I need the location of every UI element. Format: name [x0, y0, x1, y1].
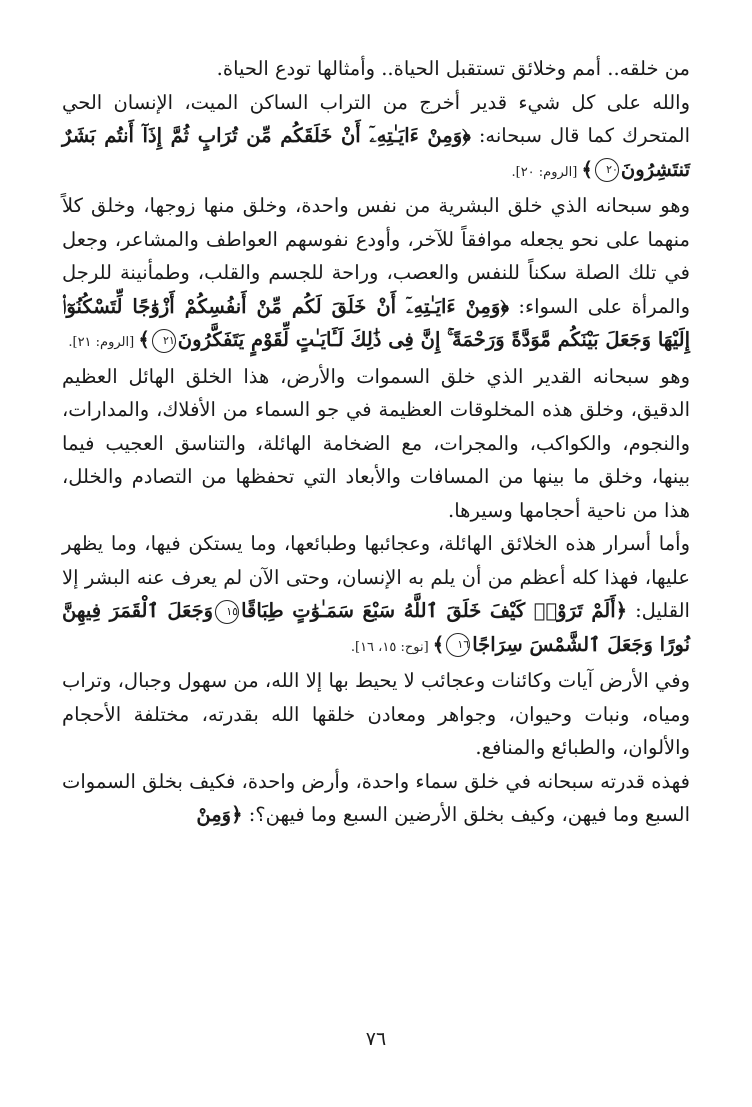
page-body: [62, 52, 690, 832]
quran-verse: وَجَعَلَ ٱلْقَمَرَ فِيهِنَّ نُورًا وَجَعَلَ ٱلشَّمْسَ سِرَاجًا: [62, 599, 690, 656]
body-text: والله على كل شيء قدير أخرج من التراب الساكن الميت، الإنسان الحي المتحرك كما قال سبحانه:: [62, 90, 690, 147]
verse-citation: [الروم: ٢٠].: [511, 164, 582, 180]
verse-number-marker: ٢٠: [595, 158, 619, 182]
verse-number-marker: ١٥: [215, 600, 239, 624]
verse-citation: [الروم: ٢١].: [68, 335, 139, 350]
page-number: ٧٦: [365, 1028, 387, 1050]
quran-verse: وَمِنْ ءَايَـٰتِهِۦٓ أَنْ خَلَقَكُم مِّن تُرَابٍ ثُمَّ إِذَآ أَنتُم بَشَرٌ تَنتَشِرُونَ: [62, 124, 690, 181]
quran-verse: وَمِنْ ءَايَـٰتِهِۦٓ أَنْ خَلَقَ لَكُم مِّنْ أَنفُسِكُمْ أَزْوَٰجًا لِّتَسْكُنُوٓا۟ إِلَيْهَا وَجَعَلَ بَيْنَكُم مَّوَدَّةً وَرَحْمَةً ۚ إِنَّ فِى ذَٰلِكَ لَـَٔايَـٰتٍ لِّقَوْمٍ يَتَفَكَّرُونَ: [62, 294, 690, 351]
paragraph: [62, 189, 690, 360]
paragraph: [62, 52, 690, 86]
body-text: من خلقه.. أمم وخلائق تستقبل الحياة.. وأمثالها تودع الحياة.: [216, 57, 690, 80]
verse-number-marker: ١٦: [446, 633, 470, 657]
body-text: فهذه قدرته سبحانه في خلق سماء واحدة، وأرض واحدة، فكيف بخلق السموات السبع وما فيهن، وكيف بخلق الأرضين السبع وما فيهن؟:: [62, 769, 690, 826]
quran-verse: وَمِنْ: [196, 803, 232, 826]
body-text: وهو سبحانه الذي خلق البشرية من نفس واحدة، وخلق منها زوجها، وخلق كلاً منهما على نحو يجعله موافقاً للآخر، وأودع نفوسهم العواطف والمشاعر، وجعل في تلك الصلة سكناً للنفس والعصب، وراحة للجسم والقلب، وطمأنينة للرجل والمرأة على السواء:: [62, 194, 690, 318]
paragraph: [62, 527, 690, 664]
ornate-bracket: ﴿: [500, 294, 509, 318]
quran-verse: أَلَمْ تَرَوْا۟ كَيْفَ خَلَقَ ٱللَّهُ سَبْعَ سَمَـٰوَٰتٍ طِبَاقًا: [241, 599, 616, 622]
ornate-bracket: ﴾: [138, 328, 150, 351]
ornate-bracket: ﴿: [615, 599, 628, 622]
paragraph: [62, 765, 690, 832]
body-text: وأما أسرار هذه الخلائق الهائلة، وعجائبها وطبائعها، وما يستكن فيها، وما يظهر عليها، فهذا كله أعظم من أن يلم به الإنسان، وحتى الآن لم يعرف عنه البشر إلا القليل:: [62, 532, 690, 622]
ornate-bracket: ﴾: [581, 157, 593, 181]
ornate-bracket: ﴿: [231, 803, 243, 826]
body-text: وهو سبحانه القدير الذي خلق السموات والأرض، هذا الخلق الهائل العظيم الدقيق، وخلق هذه المخلوقات العظيمة في جو السماء من الأفلاك، والمدارات، والنجوم، والكواكب، والمجرات، مع الضخامة الهائلة، والتناسق العجيب فيما بينها، وخلق ما بينها من المسافات والأبعاد التي تحفظها من التصادم والخلل، هذا من ناحية أحجامها وسيرها.: [62, 364, 690, 522]
verse-citation: [نوح: ١٥، ١٦].: [350, 639, 433, 655]
ornate-bracket: ﴿: [462, 124, 471, 147]
paragraph: [62, 360, 690, 528]
body-text: وفي الأرض آيات وكائنات وعجائب لا يحيط بها إلا الله، من سهول وجبال، وتراب ومياه، ونبات وحيوان، وجواهر ومعادن خلقها الله بقدرته، مختلفة الأحجام والألوان، والطبائع والمنافع.: [62, 669, 690, 759]
paragraph: [62, 664, 690, 765]
ornate-bracket: ﴾: [432, 632, 445, 656]
verse-number-marker: ٢١: [152, 329, 176, 353]
paragraph: [62, 86, 690, 190]
